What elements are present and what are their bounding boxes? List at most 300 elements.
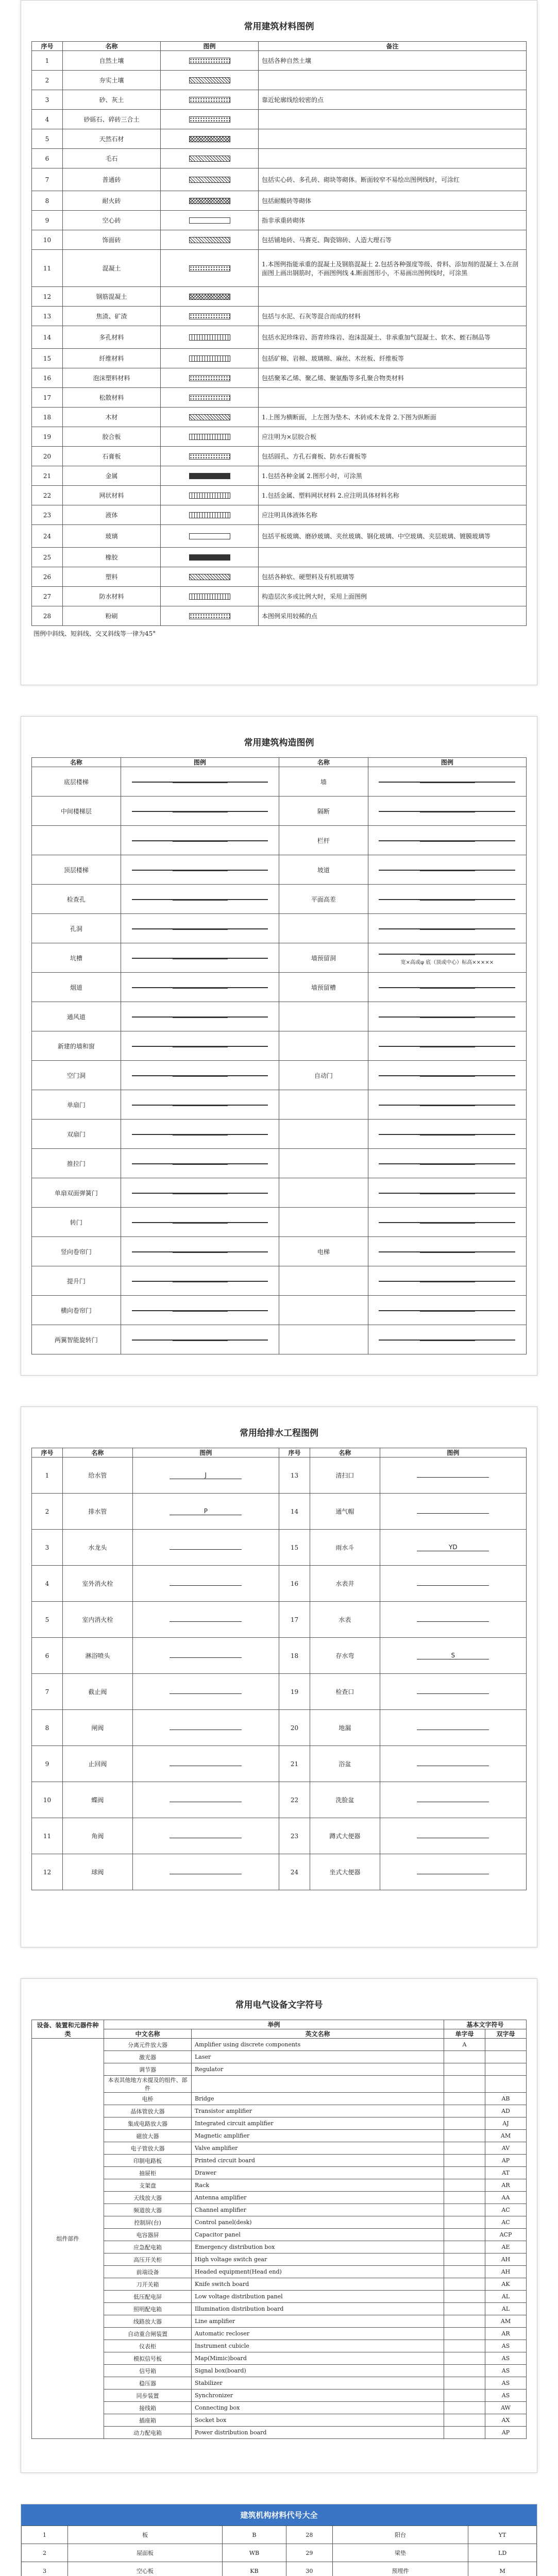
row-index: 21 — [32, 466, 63, 486]
material-swatch-cell — [161, 307, 259, 326]
material-name: 自然土壤 — [63, 51, 161, 71]
member-code: B — [222, 2526, 286, 2544]
row-index: 1 — [32, 51, 63, 71]
row-index: 23 — [279, 1818, 310, 1854]
table-row — [32, 307, 527, 326]
device-en — [192, 2076, 444, 2093]
table-row — [32, 2352, 527, 2365]
material-name: 砂、灰土 — [63, 90, 161, 110]
device-cn: 频道放大器 — [104, 2204, 192, 2216]
construct-figure — [379, 870, 515, 871]
construct-name: 双扇门 — [32, 1120, 121, 1149]
construct-figure — [379, 954, 515, 955]
code-single — [444, 2076, 485, 2093]
construct-name — [279, 1296, 368, 1325]
construct-figure-cell — [121, 1208, 279, 1237]
plumbing-symbol — [380, 1494, 526, 1530]
code-double: AT — [485, 2167, 527, 2179]
material-swatch-cell — [161, 427, 259, 447]
col-header: 英文名称 — [192, 2029, 444, 2039]
code-single — [444, 2253, 485, 2266]
plumbing-name: 雨水斗 — [310, 1530, 380, 1566]
table-row — [32, 2051, 527, 2063]
construct-figure-cell — [368, 1266, 526, 1296]
device-cn: 自动重合闸装置 — [104, 2328, 192, 2340]
construct-figure — [132, 1134, 268, 1135]
material-name: 胶合板 — [63, 427, 161, 447]
construct-figure-cell — [121, 1237, 279, 1266]
construct-name: 电梯 — [279, 1237, 368, 1266]
table-row — [32, 71, 527, 90]
material-swatch — [189, 355, 230, 362]
col-header: 序号 — [32, 1448, 63, 1458]
row-index: 2 — [22, 2544, 68, 2562]
code-double — [485, 2063, 527, 2076]
code-single: A — [444, 2039, 485, 2051]
row-index: 11 — [32, 1818, 63, 1854]
plumbing-name: 通气帽 — [310, 1494, 380, 1530]
table-row — [32, 826, 527, 855]
table-row — [32, 1782, 527, 1818]
material-swatch — [189, 116, 230, 123]
construct-figure — [132, 899, 268, 900]
col-header: 序号 — [279, 1448, 310, 1458]
construct-figure-cell — [121, 1061, 279, 1090]
code-double: AS — [485, 2365, 527, 2377]
code-double: AS — [485, 2340, 527, 2352]
device-en: Knife switch board — [192, 2278, 444, 2291]
table-row — [32, 2105, 527, 2117]
device-en: Automatic recloser — [192, 2328, 444, 2340]
material-swatch-cell — [161, 606, 259, 626]
code-single — [444, 2216, 485, 2229]
material-swatch — [189, 533, 230, 539]
device-cn: 晶体管放大器 — [104, 2105, 192, 2117]
device-en: Stabilizer — [192, 2377, 444, 2389]
col-header: 图例 — [121, 758, 279, 767]
table-row — [32, 287, 527, 307]
row-index: 3 — [32, 1530, 63, 1566]
construct-name: 底层楼梯 — [32, 767, 121, 796]
material-name: 钢筋混凝土 — [63, 287, 161, 307]
row-index: 6 — [32, 149, 63, 168]
row-index: 21 — [279, 1746, 310, 1782]
construct-name — [279, 1120, 368, 1149]
table-row — [32, 2427, 527, 2439]
col-header: 名称 — [32, 758, 121, 767]
plumbing-symbol — [380, 1458, 526, 1494]
material-swatch — [189, 265, 230, 272]
plumbing-name: 淋浴喷头 — [63, 1638, 133, 1674]
row-index: 16 — [32, 368, 63, 388]
construct-figure — [379, 1134, 515, 1135]
code-single — [444, 2241, 485, 2253]
material-name: 砂砾石、碎砖三合土 — [63, 110, 161, 129]
construct-name — [279, 1208, 368, 1237]
construction-section — [21, 716, 537, 1376]
material-swatch — [189, 574, 230, 580]
table-row — [32, 90, 527, 110]
material-swatch — [189, 237, 230, 243]
material-swatch — [189, 453, 230, 460]
col-header: 备注 — [259, 42, 527, 51]
material-note: 包括铺地砖、马赛克、陶瓷锦砖、人造大理石等 — [259, 230, 527, 250]
member-name: 梁垫 — [332, 2544, 468, 2562]
plumbing-symbol-line — [170, 1549, 242, 1550]
plumbing-symbol-line — [417, 1621, 489, 1622]
row-index: 26 — [32, 567, 63, 587]
device-cn: 集成电路放大器 — [104, 2117, 192, 2130]
device-en: Headed equipment(Head end) — [192, 2266, 444, 2278]
material-note — [259, 388, 527, 408]
device-en: Illumination distribution board — [192, 2303, 444, 2315]
table-row — [32, 855, 527, 885]
col-header: 图例 — [161, 42, 259, 51]
device-cn: 插座箱 — [104, 2414, 192, 2427]
material-note: 包括耐酸砖等砌体 — [259, 191, 527, 211]
device-cn: 支架盘 — [104, 2179, 192, 2192]
material-swatch-cell — [161, 326, 259, 349]
code-single — [444, 2352, 485, 2365]
col-header: 名称 — [63, 42, 161, 51]
table-row — [32, 2340, 527, 2352]
material-swatch-cell — [161, 388, 259, 408]
material-swatch — [189, 395, 230, 401]
construct-name: 单扇双面弹簧门 — [32, 1178, 121, 1208]
table-row — [32, 2229, 527, 2241]
plumbing-name: 蝶阀 — [63, 1782, 133, 1818]
table-row — [32, 191, 527, 211]
row-index: 1 — [22, 2526, 68, 2544]
table-row — [32, 1530, 527, 1566]
plumbing-name: 球阀 — [63, 1854, 133, 1890]
material-name: 塑料 — [63, 567, 161, 587]
device-en: Channel amplifier — [192, 2204, 444, 2216]
plumbing-name: 室外消火栓 — [63, 1566, 133, 1602]
material-swatch-cell — [161, 567, 259, 587]
construct-figure — [132, 1163, 268, 1164]
code-double: AJ — [485, 2117, 527, 2130]
code-double: AS — [485, 2352, 527, 2365]
table-row — [32, 2278, 527, 2291]
plumbing-name: 检查口 — [310, 1674, 380, 1710]
device-cn: 控制屏(台) — [104, 2216, 192, 2229]
plumbing-name: 水表 — [310, 1602, 380, 1638]
col-header: 名称 — [63, 1448, 133, 1458]
construct-name: 孔洞 — [32, 914, 121, 943]
construct-figure — [379, 899, 515, 900]
table-row — [32, 567, 527, 587]
construct-figure-cell — [121, 1120, 279, 1149]
row-index: 22 — [279, 1782, 310, 1818]
construct-figure-cell — [121, 943, 279, 973]
construct-figure — [379, 1163, 515, 1164]
plumbing-name: 止回阀 — [63, 1746, 133, 1782]
construct-name: 空门洞 — [32, 1061, 121, 1090]
row-index: 2 — [32, 1494, 63, 1530]
material-note: 包括平板玻璃、磨砂玻璃、夹丝玻璃、钢化玻璃、中空玻璃、夹层玻璃、镀膜玻璃等 — [259, 525, 527, 548]
group-label: 组件部件 — [32, 2039, 104, 2439]
material-swatch — [189, 554, 230, 561]
plumbing-symbol — [132, 1566, 279, 1602]
device-cn: 应急配电箱 — [104, 2241, 192, 2253]
plumbing-symbol — [132, 1710, 279, 1746]
table-row — [32, 168, 527, 191]
table-row — [32, 1674, 527, 1710]
col-header: 名称 — [310, 1448, 380, 1458]
table-row — [32, 1325, 527, 1354]
material-name: 普通砖 — [63, 168, 161, 191]
code-double: AH — [485, 2253, 527, 2266]
table-row — [32, 1602, 527, 1638]
material-swatch-cell — [161, 129, 259, 149]
code-double: AM — [485, 2315, 527, 2328]
construct-figure — [132, 1046, 268, 1047]
member-name: 阳台 — [332, 2526, 468, 2544]
table-row — [32, 326, 527, 349]
code-single — [444, 2142, 485, 2155]
row-index: 8 — [32, 1710, 63, 1746]
plumbing-name: 角阀 — [63, 1818, 133, 1854]
device-en: Laser — [192, 2051, 444, 2063]
col-header: 中文名称 — [104, 2029, 192, 2039]
table-row — [32, 1818, 527, 1854]
code-single — [444, 2229, 485, 2241]
code-single — [444, 2427, 485, 2439]
table-row — [32, 2076, 527, 2093]
material-swatch-cell — [161, 505, 259, 525]
material-note: 包括聚苯乙烯、聚乙烯、聚氨酯等多孔聚合物类材料 — [259, 368, 527, 388]
structure-codes-table — [21, 2526, 537, 2576]
table-row — [32, 2117, 527, 2130]
material-swatch-cell — [161, 525, 259, 548]
construct-name: 墙预留洞 — [279, 943, 368, 973]
material-name: 松散材料 — [63, 388, 161, 408]
plumbing-symbol — [380, 1530, 526, 1566]
row-index: 7 — [32, 1674, 63, 1710]
plumbing-table — [31, 1448, 527, 1890]
row-index: 4 — [32, 110, 63, 129]
material-swatch — [189, 613, 230, 619]
construct-name — [279, 1002, 368, 1031]
structure-codes-section — [21, 2504, 537, 2576]
construct-figure — [379, 782, 515, 783]
table-row — [32, 466, 527, 486]
code-double — [485, 2039, 527, 2051]
material-swatch-cell — [161, 211, 259, 230]
material-swatch-cell — [161, 466, 259, 486]
row-index: 3 — [32, 90, 63, 110]
construct-figure — [132, 1016, 268, 1018]
code-double: AA — [485, 2192, 527, 2204]
section-title: 常用建筑材料图例 — [244, 22, 314, 32]
col-header: 设备、装置和元器件种类 — [32, 2020, 104, 2039]
table-row — [32, 505, 527, 525]
construct-name: 横向卷帘门 — [32, 1296, 121, 1325]
construct-name — [279, 1031, 368, 1061]
construct-name: 顶层楼梯 — [32, 855, 121, 885]
row-index: 19 — [279, 1674, 310, 1710]
construct-figure — [379, 1281, 515, 1282]
plumbing-symbol-line — [417, 1477, 489, 1478]
table-row — [32, 943, 527, 973]
construct-name: 烟道 — [32, 973, 121, 1002]
row-index: 23 — [32, 505, 63, 525]
device-en: Transistor amplifier — [192, 2105, 444, 2117]
table-row — [32, 1178, 527, 1208]
table-row — [32, 2130, 527, 2142]
construct-name: 推拉门 — [32, 1149, 121, 1178]
material-note: 包括与水泥、石灰等混合而成的材料 — [259, 307, 527, 326]
table-row — [32, 2291, 527, 2303]
construct-name — [279, 1325, 368, 1354]
table-row — [32, 2241, 527, 2253]
construct-name: 隔断 — [279, 796, 368, 826]
table-row — [32, 211, 527, 230]
row-index: 17 — [32, 388, 63, 408]
material-swatch-cell — [161, 408, 259, 427]
plumbing-symbol-line: P — [170, 1507, 242, 1515]
construct-figure — [132, 987, 268, 988]
table-row — [32, 2303, 527, 2315]
table-row — [32, 548, 527, 567]
device-en: Capacitor panel — [192, 2229, 444, 2241]
row-index: 29 — [286, 2544, 332, 2562]
construct-name: 转门 — [32, 1208, 121, 1237]
plumbing-symbol — [132, 1782, 279, 1818]
row-index: 22 — [32, 486, 63, 505]
construct-figure-cell — [368, 1061, 526, 1090]
material-swatch — [189, 58, 230, 64]
material-note: 本图例采用较稀的点 — [259, 606, 527, 626]
material-swatch — [189, 294, 230, 300]
material-swatch-cell — [161, 149, 259, 168]
material-swatch — [189, 493, 230, 499]
device-cn: 稳压器 — [104, 2377, 192, 2389]
construct-figure — [379, 1075, 515, 1076]
construct-figure — [132, 811, 268, 812]
material-note: 应注明具体液体名称 — [259, 505, 527, 525]
device-en: Emergency distribution box — [192, 2241, 444, 2253]
table-row — [32, 1002, 527, 1031]
plumbing-symbol-line — [417, 1513, 489, 1514]
construct-name: 坑槽 — [32, 943, 121, 973]
material-swatch — [189, 97, 230, 103]
table-row — [32, 2377, 527, 2389]
construct-figure-cell — [368, 1237, 526, 1266]
section-title: 常用建筑构造图例 — [244, 738, 314, 748]
plumbing-symbol — [380, 1854, 526, 1890]
plumbing-symbol-line: S — [417, 1652, 489, 1659]
device-cn: 电桥 — [104, 2093, 192, 2105]
code-double: AX — [485, 2414, 527, 2427]
material-name: 纤维材料 — [63, 349, 161, 368]
plumbing-symbol — [132, 1602, 279, 1638]
construct-figure-cell — [121, 914, 279, 943]
plumbing-symbol — [132, 1494, 279, 1530]
table-row — [32, 2414, 527, 2427]
table-row — [32, 368, 527, 388]
code-single — [444, 2303, 485, 2315]
table-row — [32, 525, 527, 548]
material-name: 橡胶 — [63, 548, 161, 567]
construct-figure — [379, 1193, 515, 1194]
construct-figure — [379, 1105, 515, 1106]
member-name: 预埋件 — [332, 2562, 468, 2576]
device-cn: 分离元件放大器 — [104, 2039, 192, 2051]
material-swatch-cell — [161, 191, 259, 211]
code-single — [444, 2315, 485, 2328]
material-note: 应注明为×层胶合板 — [259, 427, 527, 447]
table-row — [32, 427, 527, 447]
code-single — [444, 2117, 485, 2130]
material-name: 混凝土 — [63, 250, 161, 287]
table-row — [32, 1746, 527, 1782]
construct-figure-cell — [368, 1031, 526, 1061]
table-row — [32, 2315, 527, 2328]
code-single — [444, 2266, 485, 2278]
col-header: 双字母 — [485, 2029, 527, 2039]
material-name: 液体 — [63, 505, 161, 525]
device-cn: 仪表柜 — [104, 2340, 192, 2352]
material-note — [259, 548, 527, 567]
code-single — [444, 2414, 485, 2427]
material-swatch — [189, 313, 230, 319]
plumbing-symbol — [380, 1818, 526, 1854]
materials-table — [31, 41, 527, 626]
row-index: 27 — [32, 587, 63, 606]
plumbing-name: 蹲式大便器 — [310, 1818, 380, 1854]
table-row — [32, 486, 527, 505]
plumbing-name: 闸阀 — [63, 1710, 133, 1746]
device-cn: 激光器 — [104, 2051, 192, 2063]
section-title: 常用给排水工程图例 — [240, 1428, 318, 1438]
device-cn: 低压配电屏 — [104, 2291, 192, 2303]
code-double: AS — [485, 2389, 527, 2402]
plumbing-name: 水表井 — [310, 1566, 380, 1602]
material-note: 1.包括金属、塑料网状材料 2.应注明具体材料名称 — [259, 486, 527, 505]
row-index: 12 — [32, 287, 63, 307]
table-row — [32, 2063, 527, 2076]
construct-name — [32, 826, 121, 855]
row-index: 16 — [279, 1566, 310, 1602]
material-swatch-cell — [161, 548, 259, 567]
device-en: High voltage switch gear — [192, 2253, 444, 2266]
construct-figure — [132, 1075, 268, 1076]
code-single — [444, 2278, 485, 2291]
construct-figure-cell — [368, 914, 526, 943]
device-en: Power distribution board — [192, 2427, 444, 2439]
table-row — [32, 606, 527, 626]
material-note — [259, 149, 527, 168]
plumbing-name: 清扫口 — [310, 1458, 380, 1494]
plumbing-name: 室内消火栓 — [63, 1602, 133, 1638]
table-row — [32, 2389, 527, 2402]
construct-figure — [132, 1193, 268, 1194]
member-code: M — [468, 2562, 537, 2576]
code-single — [444, 2179, 485, 2192]
row-index: 5 — [32, 129, 63, 149]
construct-figure-cell — [121, 855, 279, 885]
device-en: Valve amplifier — [192, 2142, 444, 2155]
table-row — [32, 1494, 527, 1530]
plumbing-name: 存水弯 — [310, 1638, 380, 1674]
plumbing-symbol-line — [170, 1657, 242, 1658]
row-index: 1 — [32, 1458, 63, 1494]
row-index: 28 — [32, 606, 63, 626]
construct-figure — [132, 958, 268, 959]
plumbing-name: 坐式大便器 — [310, 1854, 380, 1890]
